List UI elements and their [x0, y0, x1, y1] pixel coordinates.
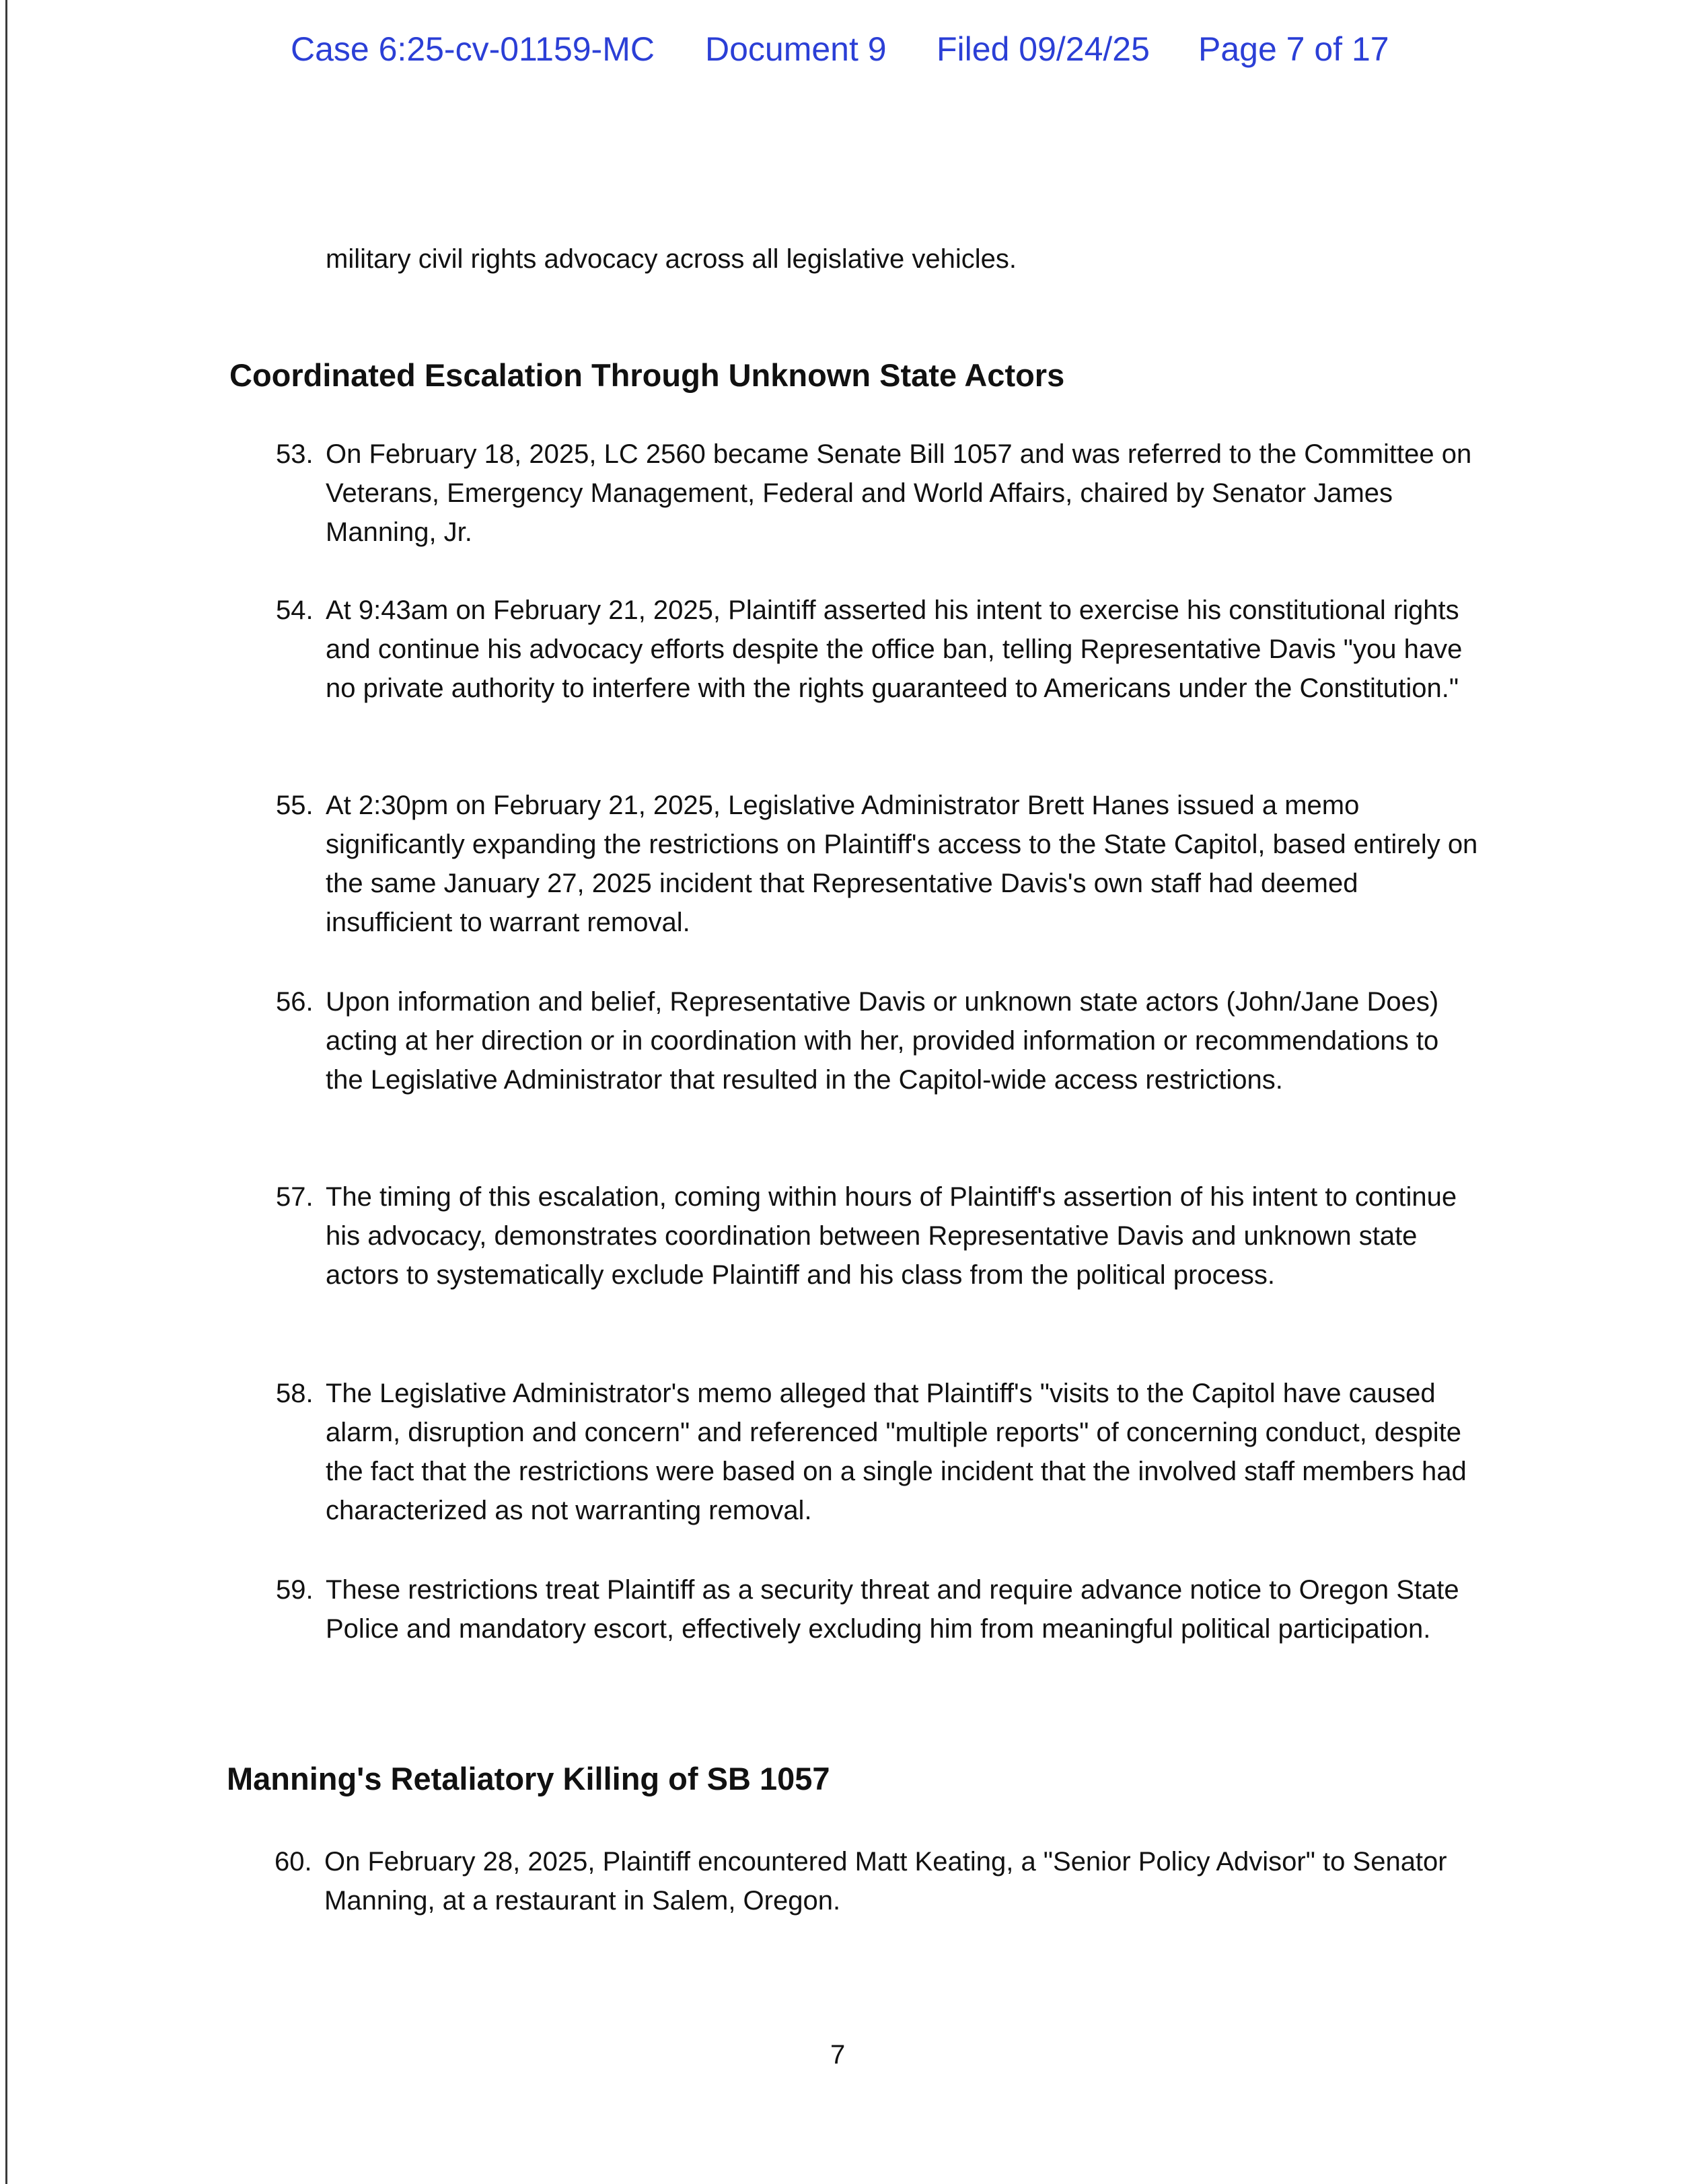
header-page-count: Page 7 of 17 — [1198, 30, 1389, 68]
paragraph-text: Upon information and belief, Representative Davis or unknown state actors (John/Jane Does) acting at her direction or in coordination with her, provided information or recommendations to the Legislative Administrator that resulted in the Capitol-wide access restrictions. — [326, 987, 1439, 1095]
section-heading-coordinated-escalation: Coordinated Escalation Through Unknown State Actors — [229, 357, 1065, 393]
paragraph-text: At 9:43am on February 21, 2025, Plaintiff asserted his intent to exercise his constitutional rights and continue his advocacy efforts despite the office ban, telling Representative Davis "you have no private authority to interfere with the rights guaranteed to Americans under the Constitution." — [326, 595, 1463, 703]
paragraph-number: 58. — [276, 1379, 314, 1408]
paragraph-text: The timing of this escalation, coming within hours of Plaintiff's assertion of his intent to continue his advocacy, demonstrates coordination between Representative Davis and unknown state actors to systematically exclude Plaintiff and his class from the political process. — [326, 1182, 1457, 1290]
paragraph-text: These restrictions treat Plaintiff as a security threat and require advance notice to Oregon State Police and mandatory escort, effectively excluding him from meaningful political participation. — [326, 1575, 1459, 1644]
header-document-number: Document 9 — [705, 30, 887, 68]
paragraph-number: 53. — [276, 439, 314, 469]
paragraph-number: 59. — [276, 1575, 314, 1605]
paragraph-number: 57. — [276, 1182, 314, 1212]
paragraph-text: On February 18, 2025, LC 2560 became Senate Bill 1057 and was referred to the Committee on Veterans, Emergency Management, Federal and World Affairs, chaired by Senator James Manning, Jr. — [326, 439, 1472, 547]
header-case-number: Case 6:25-cv-01159-MC — [291, 30, 655, 68]
continuation-text: military civil rights advocacy across all legislative vehicles. — [326, 244, 1017, 274]
paragraph-number: 60. — [275, 1847, 312, 1877]
paragraph-number: 56. — [276, 987, 314, 1017]
page-number: 7 — [830, 2040, 846, 2070]
paragraph-text: On February 28, 2025, Plaintiff encountered Matt Keating, a "Senior Policy Advisor" to Senator Manning, at a restaurant in Salem, Oregon. — [324, 1847, 1447, 1916]
paragraph-text: The Legislative Administrator's memo alleged that Plaintiff's "visits to the Capitol have caused alarm, disruption and concern" and referenced "multiple reports" of concerning conduct, despite the fact that the restrictions were based on a single incident that the involved staff members had characterized as not warranting removal. — [326, 1379, 1467, 1525]
paragraph-text: At 2:30pm on February 21, 2025, Legislative Administrator Brett Hanes issued a memo significantly expanding the restrictions on Plaintiff's access to the State Capitol, based entirely on the same January 27, 2025 incident that Representative Davis's own staff had deemed insufficient to warrant removal. — [326, 791, 1478, 937]
paragraph-number: 55. — [276, 791, 314, 820]
header-filed-date: Filed 09/24/25 — [937, 30, 1150, 68]
scan-edge-line — [5, 0, 7, 2184]
paragraph-number: 54. — [276, 595, 314, 625]
section-heading-retaliatory-killing: Manning's Retaliatory Killing of SB 1057 — [227, 1761, 830, 1796]
